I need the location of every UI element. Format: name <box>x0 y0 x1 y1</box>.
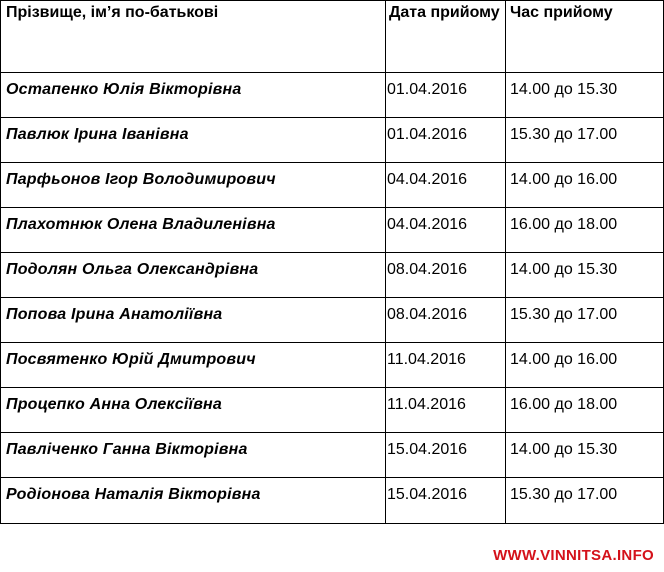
header-row <box>1 1 664 73</box>
table-row <box>1 118 664 163</box>
table-row <box>1 163 664 208</box>
date-cell: 01.04.2016 <box>386 73 506 118</box>
time-cell: 16.00 до 18.00 <box>506 208 664 253</box>
name-cell: Парфьонов Ігор Володимирович <box>1 163 386 208</box>
table-row <box>1 433 664 478</box>
date-cell: 15.04.2016 <box>386 478 506 524</box>
date-cell: 11.04.2016 <box>386 388 506 433</box>
name-cell: Подолян Ольга Олександрівна <box>1 253 386 298</box>
table-row <box>1 208 664 253</box>
header-date: Дата прийому <box>386 1 506 73</box>
name-cell: Остапенко Юлія Вікторівна <box>1 73 386 118</box>
date-cell: 08.04.2016 <box>386 253 506 298</box>
table-row <box>1 343 664 388</box>
table-row <box>1 253 664 298</box>
date-cell: 01.04.2016 <box>386 118 506 163</box>
name-cell: Плахотнюк Олена Владиленівна <box>1 208 386 253</box>
date-cell: 04.04.2016 <box>386 163 506 208</box>
name-cell: Павліченко Ганна Вікторівна <box>1 433 386 478</box>
time-cell: 14.00 до 16.00 <box>506 343 664 388</box>
site-watermark: WWW.VINNITSA.INFO <box>493 547 654 564</box>
time-cell: 14.00 до 15.30 <box>506 253 664 298</box>
time-cell: 16.00 до 18.00 <box>506 388 664 433</box>
name-cell: Попова Ірина Анатоліївна <box>1 298 386 343</box>
time-cell: 15.30 до 17.00 <box>506 118 664 163</box>
table-row <box>1 298 664 343</box>
time-cell: 15.30 до 17.00 <box>506 298 664 343</box>
time-cell: 14.00 до 15.30 <box>506 433 664 478</box>
name-cell: Посвятенко Юрій Дмитрович <box>1 343 386 388</box>
header-time: Час прийому <box>506 1 664 73</box>
header-name: Прізвище, ім’я по-батькові <box>1 1 386 73</box>
name-cell: Родіонова Наталія Вікторівна <box>1 478 386 524</box>
table-row <box>1 388 664 433</box>
name-cell: Павлюк Ірина Іванівна <box>1 118 386 163</box>
table-row <box>1 73 664 118</box>
date-cell: 04.04.2016 <box>386 208 506 253</box>
date-cell: 15.04.2016 <box>386 433 506 478</box>
time-cell: 14.00 до 15.30 <box>506 73 664 118</box>
time-cell: 14.00 до 16.00 <box>506 163 664 208</box>
time-cell: 15.30 до 17.00 <box>506 478 664 524</box>
date-cell: 08.04.2016 <box>386 298 506 343</box>
date-cell: 11.04.2016 <box>386 343 506 388</box>
table-row <box>1 478 664 524</box>
name-cell: Процепко Анна Олексіївна <box>1 388 386 433</box>
